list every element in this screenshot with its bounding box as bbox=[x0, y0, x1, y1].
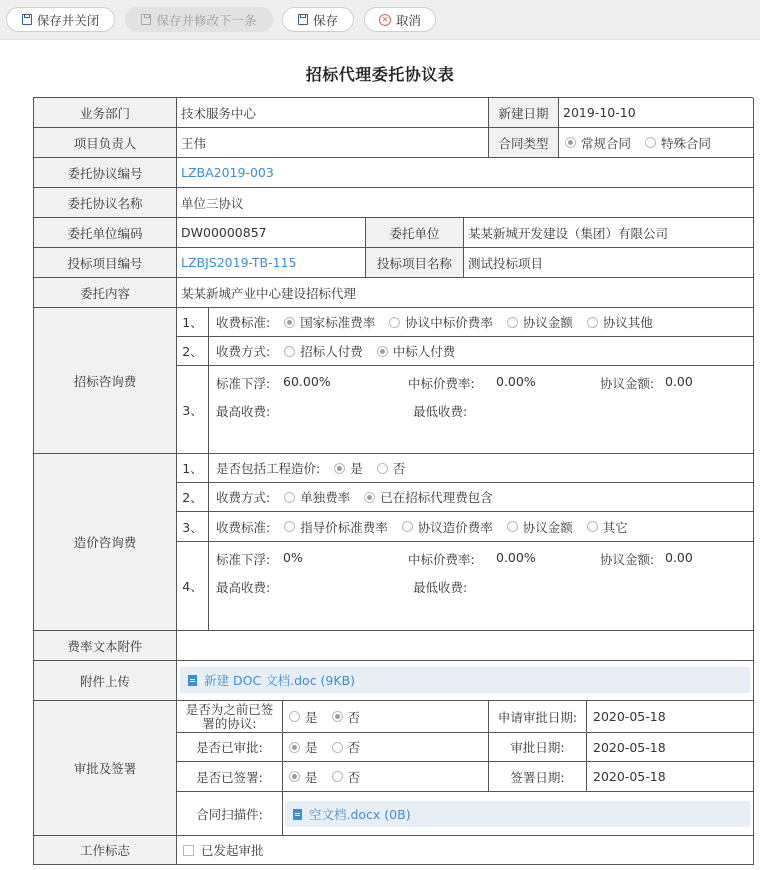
doc-file-icon bbox=[293, 809, 302, 820]
signed-yes[interactable]: 是 bbox=[289, 768, 318, 786]
agreement-no-label: 委托协议编号 bbox=[34, 158, 177, 188]
radio-checked-icon bbox=[289, 771, 300, 782]
work-flag-group bbox=[177, 836, 754, 865]
radio-icon bbox=[289, 711, 300, 722]
bidding-winrate-label: 中标价费率: bbox=[408, 376, 475, 391]
contract-type-label: 合同类型 bbox=[489, 128, 559, 158]
approve-date-label: 审批日期: bbox=[489, 733, 587, 762]
radio-checked-icon bbox=[284, 317, 295, 328]
radio-icon bbox=[284, 521, 295, 532]
bidding-float-label: 标准下浮: bbox=[216, 376, 271, 391]
content-value[interactable]: 某某新城产业中心建设招标代理 bbox=[177, 278, 754, 308]
contract-type-group bbox=[559, 128, 754, 158]
approved-no[interactable]: 否 bbox=[332, 738, 361, 756]
radio-icon bbox=[332, 771, 343, 782]
bidding-winrate-value[interactable]: 0.00% bbox=[496, 374, 536, 389]
save-icon bbox=[298, 14, 308, 25]
bidding-float-value[interactable]: 60.00% bbox=[283, 374, 331, 389]
bidding-std-agreed-winning-rate[interactable]: 协议中标价费率 bbox=[389, 313, 493, 331]
agreement-form bbox=[33, 97, 753, 865]
cost-winrate-label: 中标价费率: bbox=[408, 552, 475, 567]
cost-float-value[interactable]: 0% bbox=[283, 550, 303, 565]
rate-attachment-label: 费率文本附件 bbox=[34, 631, 177, 661]
bid-project-name-value[interactable]: 测试投标项目 bbox=[464, 248, 754, 278]
radio-icon bbox=[284, 492, 295, 503]
agreement-name-label: 委托协议名称 bbox=[34, 188, 177, 218]
radio-icon bbox=[587, 521, 598, 532]
work-flag-label: 工作标志 bbox=[34, 836, 177, 865]
sign-date-value[interactable]: 2020-05-18 bbox=[587, 762, 754, 792]
bidding-item-2-number: 2、 bbox=[177, 337, 209, 366]
signed-group bbox=[283, 762, 489, 792]
toolbar bbox=[0, 0, 760, 40]
upload-label: 附件上传 bbox=[34, 661, 177, 701]
signed-label: 是否已签署: bbox=[177, 762, 283, 792]
radio-icon bbox=[507, 317, 518, 328]
cost-std-guide-rate[interactable]: 指导价标准费率 bbox=[284, 518, 388, 536]
approve-date-value[interactable]: 2020-05-18 bbox=[587, 733, 754, 762]
approved-label: 是否已审批: bbox=[177, 733, 283, 762]
cost-max-label: 最高收费: bbox=[216, 580, 271, 595]
rate-attachment-value[interactable] bbox=[177, 631, 754, 661]
cost-item-4-number: 4、 bbox=[177, 542, 209, 631]
sign-date-label: 签署日期: bbox=[489, 762, 587, 792]
checkbox-icon bbox=[183, 845, 194, 856]
approved-group bbox=[283, 733, 489, 762]
save-icon bbox=[141, 14, 151, 25]
radio-icon bbox=[284, 346, 295, 357]
cost-std-other[interactable]: 其它 bbox=[587, 518, 628, 536]
radio-icon bbox=[587, 317, 598, 328]
contract-type-regular[interactable]: 常规合同 bbox=[565, 134, 631, 152]
bidding-std-national[interactable]: 国家标准费率 bbox=[284, 313, 375, 331]
cost-std-agreed-rate[interactable]: 协议造价费率 bbox=[402, 518, 493, 536]
page-title: 招标代理委托协议表 bbox=[305, 65, 455, 84]
scan-file-link[interactable]: 空文档.docx (0B) bbox=[309, 807, 411, 822]
bidding-item-1-number: 1、 bbox=[177, 308, 209, 337]
bid-project-name-label: 投标项目名称 bbox=[366, 248, 464, 278]
bidding-fee-label: 招标咨询费 bbox=[34, 308, 177, 454]
created-date-label: 新建日期 bbox=[489, 98, 559, 128]
radio-icon bbox=[332, 742, 343, 753]
client-code-value[interactable]: DW00000857 bbox=[177, 218, 366, 248]
bidding-amount-label: 协议金额: bbox=[600, 376, 655, 391]
scan-file-item[interactable] bbox=[285, 801, 750, 827]
bidding-fee-method: 收费方式: 招标人付费 中标人付费 bbox=[209, 337, 754, 366]
close-icon: ✕ bbox=[379, 14, 391, 26]
apply-date-label: 申请审批日期: bbox=[489, 701, 587, 733]
cost-item-3-number: 3、 bbox=[177, 512, 209, 542]
signed-before-yes[interactable]: 是 bbox=[289, 708, 318, 726]
radio-checked-icon bbox=[364, 492, 375, 503]
apply-date-value[interactable]: 2020-05-18 bbox=[587, 701, 754, 733]
cost-std-agreed-amount[interactable]: 协议金额 bbox=[507, 518, 573, 536]
bidding-method-winner-pays[interactable]: 中标人付费 bbox=[377, 342, 456, 360]
cost-winrate-value[interactable]: 0.00% bbox=[496, 550, 536, 565]
radio-icon bbox=[645, 137, 656, 148]
cost-method-separate-rate[interactable]: 单独费率 bbox=[284, 488, 350, 506]
bidding-max-label: 最高收费: bbox=[216, 404, 271, 419]
signed-no[interactable]: 否 bbox=[332, 768, 361, 786]
bidding-std-agreed-amount[interactable]: 协议金额 bbox=[507, 313, 573, 331]
bidding-fee-standard: 收费标准: 国家标准费率 协议中标价费率 协议金额 协议其他 bbox=[209, 308, 754, 337]
owner-value[interactable]: 王伟 bbox=[177, 128, 489, 158]
client-unit-value[interactable]: 某某新城开发建设（集团）有限公司 bbox=[464, 218, 754, 248]
save-icon bbox=[22, 14, 32, 25]
cost-amount-value[interactable]: 0.00 bbox=[665, 550, 693, 565]
dept-value[interactable]: 技术服务中心 bbox=[177, 98, 489, 128]
cost-min-label: 最低收费: bbox=[413, 580, 468, 595]
cost-float-label: 标准下浮: bbox=[216, 552, 271, 567]
radio-checked-icon bbox=[377, 346, 388, 357]
content-label: 委托内容 bbox=[34, 278, 177, 308]
bidding-item-3-number: 3、 bbox=[177, 366, 209, 454]
bid-project-no-link[interactable]: LZBJS2019-TB-115 bbox=[177, 248, 366, 278]
contract-type-special[interactable]: 特殊合同 bbox=[645, 134, 711, 152]
radio-icon bbox=[377, 463, 388, 474]
radio-icon bbox=[389, 317, 400, 328]
upload-file-item[interactable] bbox=[180, 667, 750, 693]
signed-before-label: 是否为之前已签 署的协议: bbox=[177, 701, 283, 733]
cost-method-included-in-bidding[interactable]: 已在招标代理费包含 bbox=[364, 488, 493, 506]
client-unit-label: 委托单位 bbox=[366, 218, 464, 248]
save-and-close-button[interactable]: 保存并关闭 bbox=[6, 7, 115, 32]
cost-include-yes[interactable]: 是 bbox=[334, 459, 363, 477]
approval-label: 审批及签署 bbox=[34, 701, 177, 836]
signed-before-group bbox=[283, 701, 489, 733]
upload-file-link[interactable]: 新建 DOC 文档.doc (9KB) bbox=[204, 673, 356, 688]
cost-item-1-number: 1、 bbox=[177, 454, 209, 483]
cost-fee-method: 收费方式: 单独费率 已在招标代理费包含 bbox=[209, 483, 754, 512]
client-code-label: 委托单位编码 bbox=[34, 218, 177, 248]
radio-checked-icon bbox=[289, 742, 300, 753]
radio-checked-icon bbox=[334, 463, 345, 474]
save-button[interactable]: 保存 bbox=[282, 7, 354, 32]
cost-amount-label: 协议金额: bbox=[600, 552, 655, 567]
cost-include-engineering: 是否包括工程造价: 是 否 bbox=[209, 454, 754, 483]
signed-before-no[interactable]: 否 bbox=[332, 708, 361, 726]
cancel-button[interactable]: ✕ 取消 bbox=[364, 7, 436, 32]
save-and-edit-next-button[interactable]: 保存并修改下一条 bbox=[125, 7, 273, 32]
dept-label: 业务部门 bbox=[34, 98, 177, 128]
cost-fee-standard: 收费标准: 指导价标准费率 协议造价费率 协议金额 其它 bbox=[209, 512, 754, 542]
bid-project-no-label: 投标项目编号 bbox=[34, 248, 177, 278]
approval-initiated-checkbox[interactable]: 已发起审批 bbox=[183, 841, 264, 859]
cost-include-no[interactable]: 否 bbox=[377, 459, 406, 477]
agreement-name-value[interactable]: 单位三协议 bbox=[177, 188, 754, 218]
doc-file-icon bbox=[188, 675, 197, 686]
scan-label: 合同扫描件: bbox=[177, 792, 283, 836]
created-date-value[interactable]: 2019-10-10 bbox=[559, 98, 754, 128]
agreement-no-link[interactable]: LZBA2019-003 bbox=[177, 158, 754, 188]
cost-fee-label: 造价咨询费 bbox=[34, 454, 177, 631]
cost-item-2-number: 2、 bbox=[177, 483, 209, 512]
owner-label: 项目负责人 bbox=[34, 128, 177, 158]
radio-icon bbox=[507, 521, 518, 532]
bidding-min-label: 最低收费: bbox=[413, 404, 468, 419]
bidding-method-tenderer-pays[interactable]: 招标人付费 bbox=[284, 342, 363, 360]
bidding-std-other[interactable]: 协议其他 bbox=[587, 313, 653, 331]
bidding-amount-value[interactable]: 0.00 bbox=[665, 374, 693, 389]
radio-icon bbox=[402, 521, 413, 532]
approved-yes[interactable]: 是 bbox=[289, 738, 318, 756]
radio-checked-icon bbox=[565, 137, 576, 148]
radio-checked-icon bbox=[332, 711, 343, 722]
